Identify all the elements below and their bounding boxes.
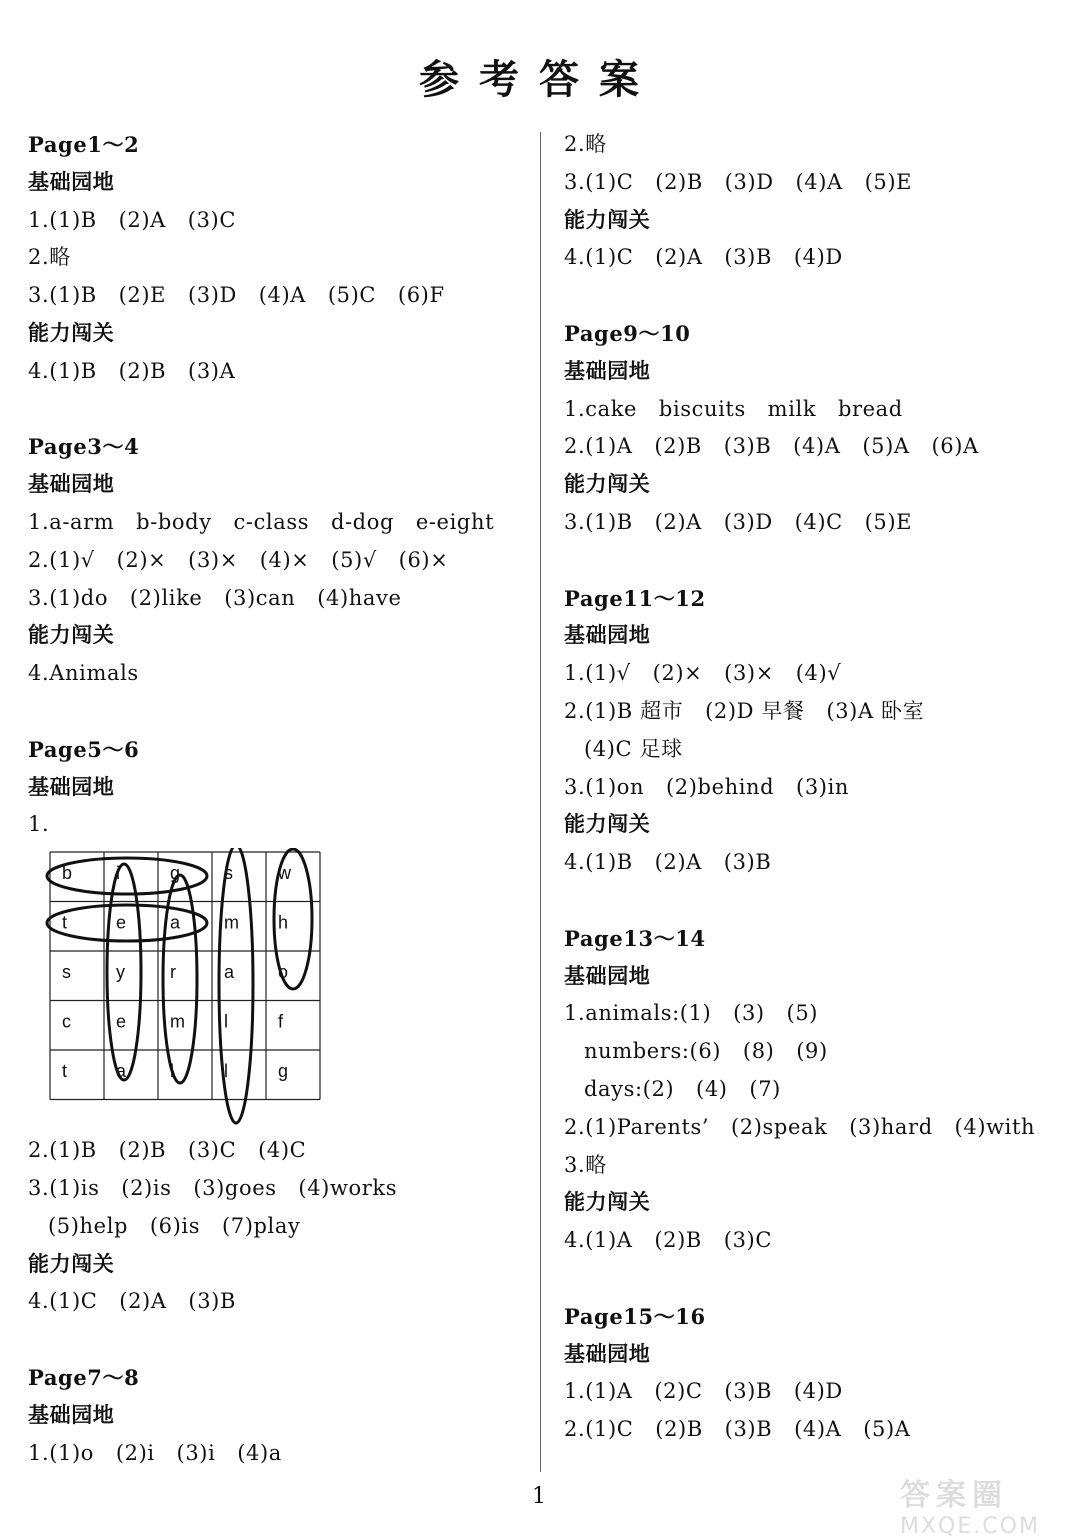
answer-line: 1.: [28, 812, 50, 837]
page-range-heading: Page3～4: [28, 434, 140, 460]
answer-line: (5)help (6)is (7)play: [48, 1213, 301, 1238]
grid-letter: i: [116, 863, 120, 884]
section-label: 基础园地: [28, 1402, 115, 1427]
section-label: 基础园地: [28, 472, 115, 497]
grid-letter: a: [170, 912, 181, 933]
page-range-heading: Page13～14: [564, 925, 706, 951]
grid-letter: g: [170, 863, 181, 884]
grid-letter: m: [170, 1011, 185, 1032]
answer-line: 3.(1)do (2)like (3)can (4)have: [28, 585, 402, 610]
answer-line: 2.(1)√ (2)× (3)× (4)× (5)√ (6)×: [28, 547, 449, 572]
watermark-text: 答案圈: [900, 1478, 1008, 1513]
section-label: 能力闯关: [28, 623, 115, 648]
section-label: 能力闯关: [28, 320, 115, 345]
section-label: 能力闯关: [564, 1190, 651, 1215]
answer-line: 4.(1)A (2)B (3)C: [564, 1228, 772, 1253]
grid-letter: t: [62, 912, 68, 933]
grid-letter: r: [170, 962, 176, 983]
answer-line: 3.(1)B (2)A (3)D (4)C (5)E: [564, 509, 913, 534]
grid-letter: e: [116, 1011, 127, 1032]
section-label: 能力闯关: [28, 1251, 115, 1276]
grid-letter: s: [224, 863, 233, 884]
section-label: 基础园地: [28, 169, 115, 194]
grid-letter: b: [62, 863, 73, 884]
answer-line: 2.(1)B (2)B (3)C (4)C: [28, 1138, 307, 1163]
grid-letter: o: [278, 962, 289, 983]
page-range-heading: Page5～6: [28, 736, 140, 762]
section-label: 基础园地: [564, 623, 651, 648]
page-range-heading: Page1～2: [28, 132, 140, 157]
circle-small: [219, 848, 253, 1123]
page-title: 参考答案: [419, 57, 659, 103]
page-range-heading: Page11～12: [564, 585, 706, 611]
page-range-heading: Page15～16: [564, 1303, 706, 1329]
section-label: 基础园地: [564, 358, 651, 383]
section-gap: [564, 1260, 1064, 1298]
circle-tea: [47, 905, 207, 941]
answer-line: 1.(1)A (2)C (3)B (4)D: [564, 1379, 843, 1404]
answer-line: 1.(1)o (2)i (3)i (4)a: [28, 1440, 282, 1465]
answer-line: 4.Animals: [28, 661, 139, 686]
section-gap: [28, 391, 518, 429]
section-gap: [564, 882, 1064, 920]
answer-line: 3.(1)is (2)is (3)goes (4)works: [28, 1175, 398, 1200]
section-label: 能力闯关: [564, 472, 651, 497]
section-label: 基础园地: [564, 1341, 651, 1366]
section-gap: [28, 693, 518, 731]
answer-line: 2.(1)B 超市 (2)D 早餐 (3)A 卧室: [564, 698, 925, 723]
grid-letter: l: [170, 1061, 174, 1082]
answer-line: 1.a-arm b-body c-class d-dog e-eight: [28, 509, 495, 534]
grid-letter: e: [116, 912, 127, 933]
answer-line: 2.(1)A (2)B (3)B (4)A (5)A (6)A: [564, 434, 979, 459]
page-range-heading: Page9～10: [564, 320, 691, 346]
answer-line: days:(2) (4) (7): [584, 1076, 781, 1101]
grid-letter: w: [278, 863, 291, 884]
section-label: 能力闯关: [564, 812, 651, 837]
section-gap: [28, 1321, 518, 1359]
word-search-grid: [28, 848, 318, 1128]
page-range-heading: Page7～8: [28, 1364, 140, 1390]
right-column: [564, 126, 1064, 1449]
answer-line: 2.(1)C (2)B (3)B (4)A (5)A: [564, 1417, 911, 1442]
section-gap: [564, 277, 1064, 315]
answer-line: 4.(1)C (2)A (3)B: [28, 1289, 236, 1314]
grid-letter: l: [224, 1011, 228, 1032]
answer-line: 3.略: [564, 1152, 607, 1177]
grid-letter: g: [278, 1061, 289, 1082]
grid-letter: m: [224, 912, 239, 933]
answer-line: 2.略: [564, 132, 607, 156]
answer-line: 3.(1)B (2)E (3)D (4)A (5)C (6)F: [28, 283, 445, 308]
answer-line: 1.cake biscuits milk bread: [564, 396, 903, 421]
column-divider: [540, 132, 541, 1472]
grid-letter: y: [116, 962, 125, 983]
grid-letter: a: [224, 962, 235, 983]
answer-line: numbers:(6) (8) (9): [584, 1039, 828, 1064]
grid-letter: c: [62, 1011, 71, 1032]
answer-line: 1.(1)√ (2)× (3)× (4)√: [564, 661, 842, 686]
section-label: 基础园地: [564, 963, 651, 988]
section-label: 基础园地: [28, 774, 115, 799]
grid-letter: l: [224, 1061, 228, 1082]
answer-line: 1.(1)B (2)A (3)C: [28, 207, 236, 232]
answer-line: (4)C 足球: [584, 736, 683, 761]
section-label: 能力闯关: [564, 207, 651, 232]
circle-arm: [163, 875, 197, 1083]
grid-letter: a: [116, 1061, 127, 1082]
grid-letter: s: [62, 962, 71, 983]
answer-line: 3.(1)C (2)B (3)D (4)A (5)E: [564, 169, 913, 194]
grid-letter: h: [278, 912, 289, 933]
answer-line: 2.略: [28, 245, 71, 270]
word-search-svg: [28, 848, 328, 1128]
answer-line: 3.(1)on (2)behind (3)in: [564, 774, 850, 799]
watermark-url: MXQE.COM: [900, 1514, 1040, 1539]
answer-line: 1.animals:(1) (3) (5): [564, 1001, 819, 1026]
section-gap: [564, 542, 1064, 580]
left-column: [28, 126, 518, 1472]
grid-letter: t: [62, 1061, 68, 1082]
answer-line: 4.(1)B (2)A (3)B: [564, 850, 772, 875]
answer-line: 4.(1)B (2)B (3)A: [28, 358, 236, 383]
grid-letter: f: [278, 1011, 284, 1032]
answer-line: 4.(1)C (2)A (3)B (4)D: [564, 245, 843, 270]
answer-line: 2.(1)Parents’ (2)speak (3)hard (4)with: [564, 1114, 1036, 1139]
page-number: 1: [532, 1484, 546, 1509]
watermark-logo: [900, 1470, 1070, 1539]
